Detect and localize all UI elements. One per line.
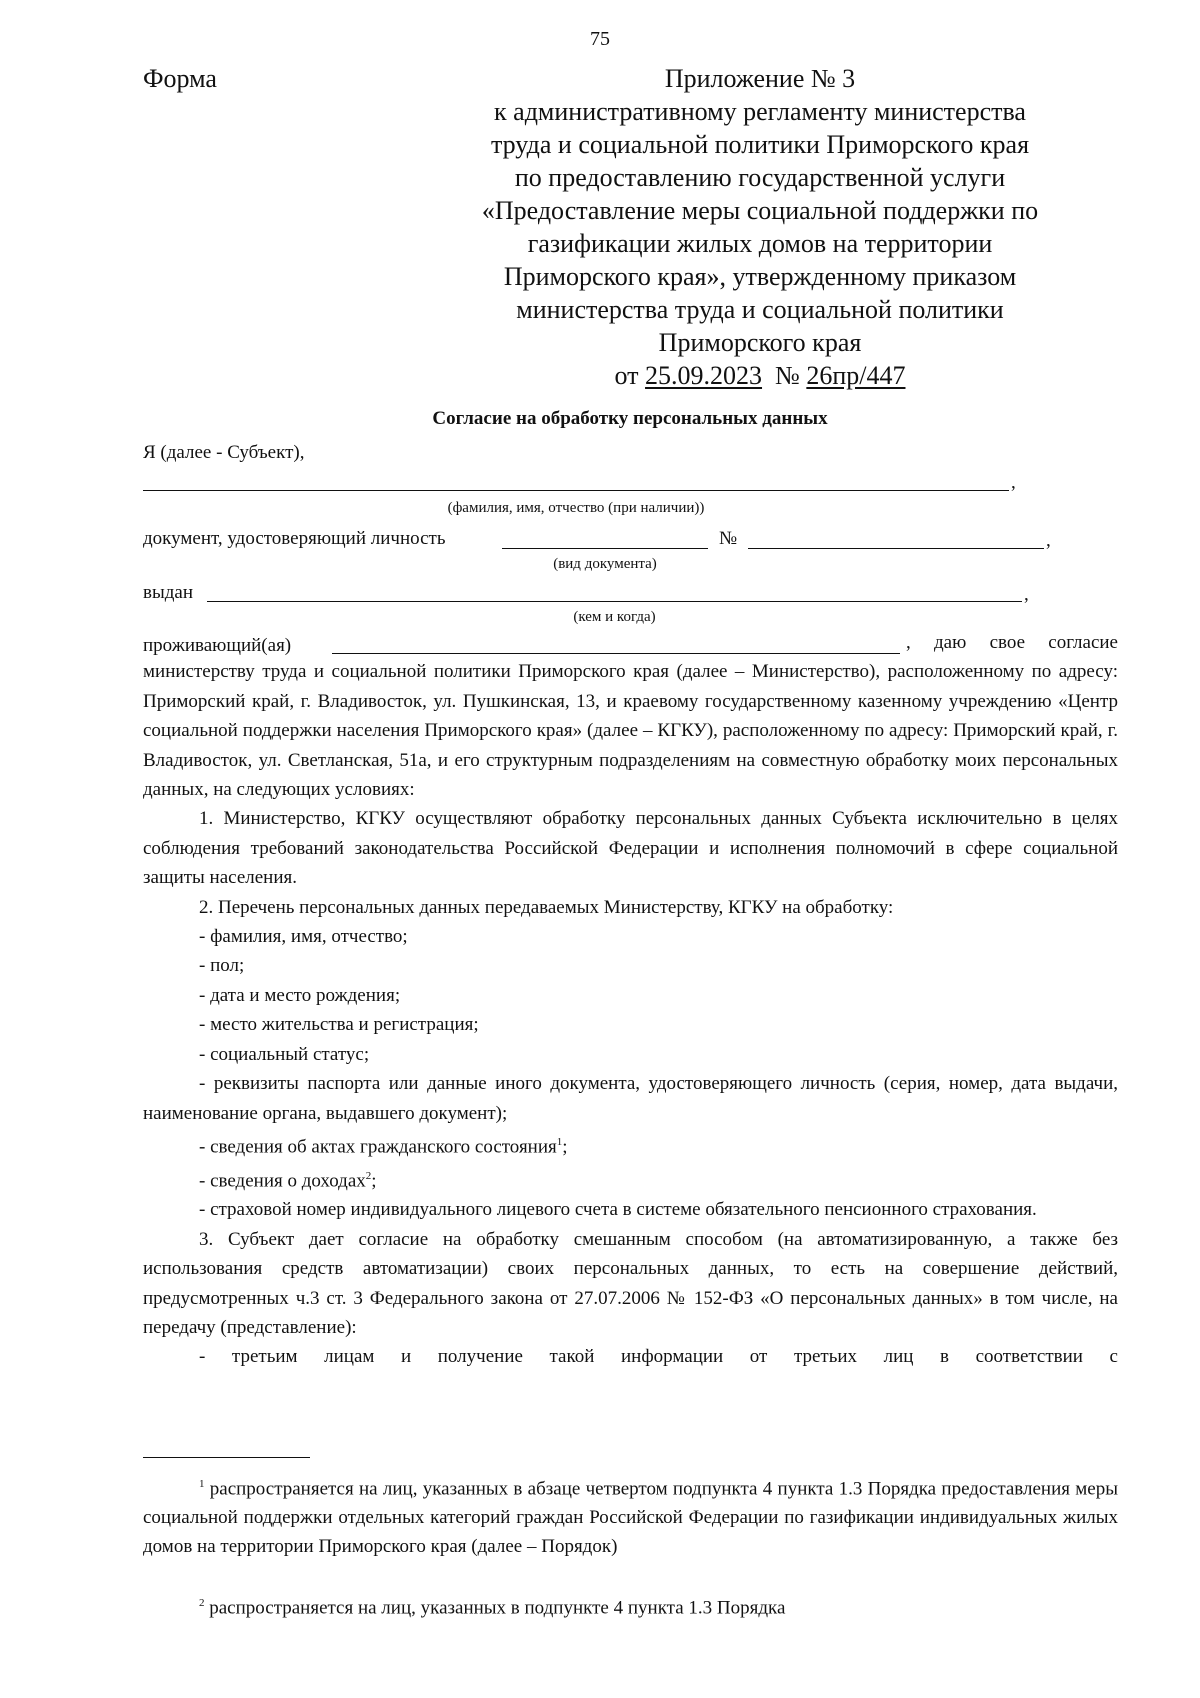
list-item-snils: - страховой номер индивидуального лицевого счета в системе обязательного пенсионного страхования. <box>199 1199 1037 1221</box>
page-number: 75 <box>590 28 610 50</box>
footnote-text: распространяется на лиц, указанных в подпункте 4 пункта 1.3 Порядка <box>204 1597 786 1619</box>
full-name-caption: (фамилия, имя, отчество (при наличии)) <box>447 500 705 516</box>
list-item-income <box>143 1162 1118 1196</box>
footnote-ref-1: 1 <box>556 1135 563 1148</box>
income-text: - сведения о доходах <box>199 1169 366 1191</box>
footnote-mark: 2 <box>199 1597 205 1610</box>
consent-body <box>143 628 1118 1372</box>
order-from: от <box>614 361 639 390</box>
doc-no-sign: № <box>719 528 738 549</box>
footnote-1 <box>143 1470 1118 1561</box>
list-item: - дата и место рождения; <box>199 984 401 1006</box>
appendix-line: министерства труда и социальной политики <box>516 295 1004 324</box>
paragraph-1: 1. Министерство, КГКУ осуществляют обработку персональных данных Субъекта исключительно в целях соблюдения требований законодательства Российской Федерации и исполнения полномочий в сфере социальной защиты населения. <box>143 808 1118 889</box>
issued-field[interactable] <box>207 601 1022 602</box>
consent-paragraph: , даю свое согласие министерству труда и социальной политики Приморского края (далее – Министерство), расположенному по адресу: Приморский край, г. Владивосток, ул. Пушкинская, 13, и краевому государственному казенному учреждению «Центр социальной поддержки населения Приморского края» (далее – КГКУ), расположенному по адресу: Приморский край, г. Владивосток, ул. Светланская, 51а, и его структурным подразделениям на совместную обработку моих персональных данных, на следующих условиях: <box>143 632 1118 801</box>
footnotes <box>143 1470 1118 1623</box>
order-no-sign: № <box>775 361 800 390</box>
order-number: 26пр/447 <box>806 361 906 390</box>
footnote-mark: 1 <box>199 1478 205 1490</box>
appendix-line: по предоставлению государственной услуги <box>514 163 1006 192</box>
issued-comma: , <box>1024 584 1029 605</box>
doc-label: документ, удостоверяющий личность <box>143 528 446 549</box>
appendix-line: Приложение № 3 <box>664 64 856 93</box>
document-title: Согласие на обработку персональных данных <box>432 408 828 429</box>
third-parties-item: - третьим лицам и получение такой информации от третьих лиц в соответствии с <box>199 1346 1118 1368</box>
issued-label: выдан <box>143 582 194 603</box>
appendix-line: «Предоставление меры социальной поддержки по <box>481 196 1039 225</box>
full-name-field[interactable] <box>143 490 1009 491</box>
list-item-passport: - реквизиты паспорта или данные иного документа, удостоверяющего личность (серия, номер, дата выдачи, наименование органа, выдавшего документ); <box>143 1073 1118 1124</box>
footnote-text: распространяется на лиц, указанных в абзаце четвертом подпункта 4 пункта 1.3 Порядка предоставления меры социальной поддержки отдельных категорий граждан Российской Федерации по газификации индивидуальных жилых домов на территории Приморского края (далее – Порядок) <box>143 1478 1118 1558</box>
issued-caption: (кем и когда) <box>573 609 656 625</box>
list-item: - место жительства и регистрация; <box>199 1014 479 1036</box>
footnote-divider <box>143 1457 310 1458</box>
appendix-line: Приморского края <box>658 328 862 357</box>
doc-comma: , <box>1046 530 1051 551</box>
list-item: - пол; <box>199 955 245 977</box>
appendix-header <box>460 62 1060 392</box>
acts-text: - сведения об актах гражданского состояния <box>199 1136 557 1158</box>
doc-type-caption: (вид документа) <box>553 556 657 572</box>
paragraph-3: 3. Субъект дает согласие на обработку смешанным способом (на автоматизированную, а также без использования средств автоматизации) своих персональных данных, то есть на совершение действий, предусмотренных ч.3 ст. 3 Федерального закона от 27.07.2006 № 152-ФЗ «О персональных данных» в том числе, на передачу (представление): <box>143 1228 1118 1338</box>
doc-number-field[interactable] <box>748 548 1044 549</box>
footnote-ref-2: 2 <box>365 1169 372 1182</box>
income-end: ; <box>371 1169 377 1191</box>
order-line <box>460 359 1060 392</box>
footnote-2 <box>143 1589 1118 1622</box>
doc-type-field[interactable] <box>502 548 708 549</box>
list-item: - социальный статус; <box>199 1043 370 1065</box>
appendix-line: труда и социальной политики Приморского края <box>490 130 1030 159</box>
paragraph-2: 2. Перечень персональных данных передаваемых Министерству, КГКУ на обработку: <box>199 896 894 918</box>
list-item: - фамилия, имя, отчество; <box>199 926 408 948</box>
appendix-line: газификации жилых домов на территории <box>527 229 993 258</box>
residing-label: проживающий(ая) <box>143 635 292 656</box>
appendix-line: Приморского края», утвержденному приказом <box>503 262 1017 291</box>
order-date: 25.09.2023 <box>645 361 763 390</box>
list-item-acts <box>143 1128 1118 1162</box>
intro-text: Я (далее - Субъект), <box>143 442 305 463</box>
appendix-line: к административному регламенту министерства <box>494 97 1026 126</box>
full-name-comma: , <box>1011 472 1016 493</box>
acts-end: ; <box>562 1136 568 1158</box>
form-label: Форма <box>143 64 217 93</box>
